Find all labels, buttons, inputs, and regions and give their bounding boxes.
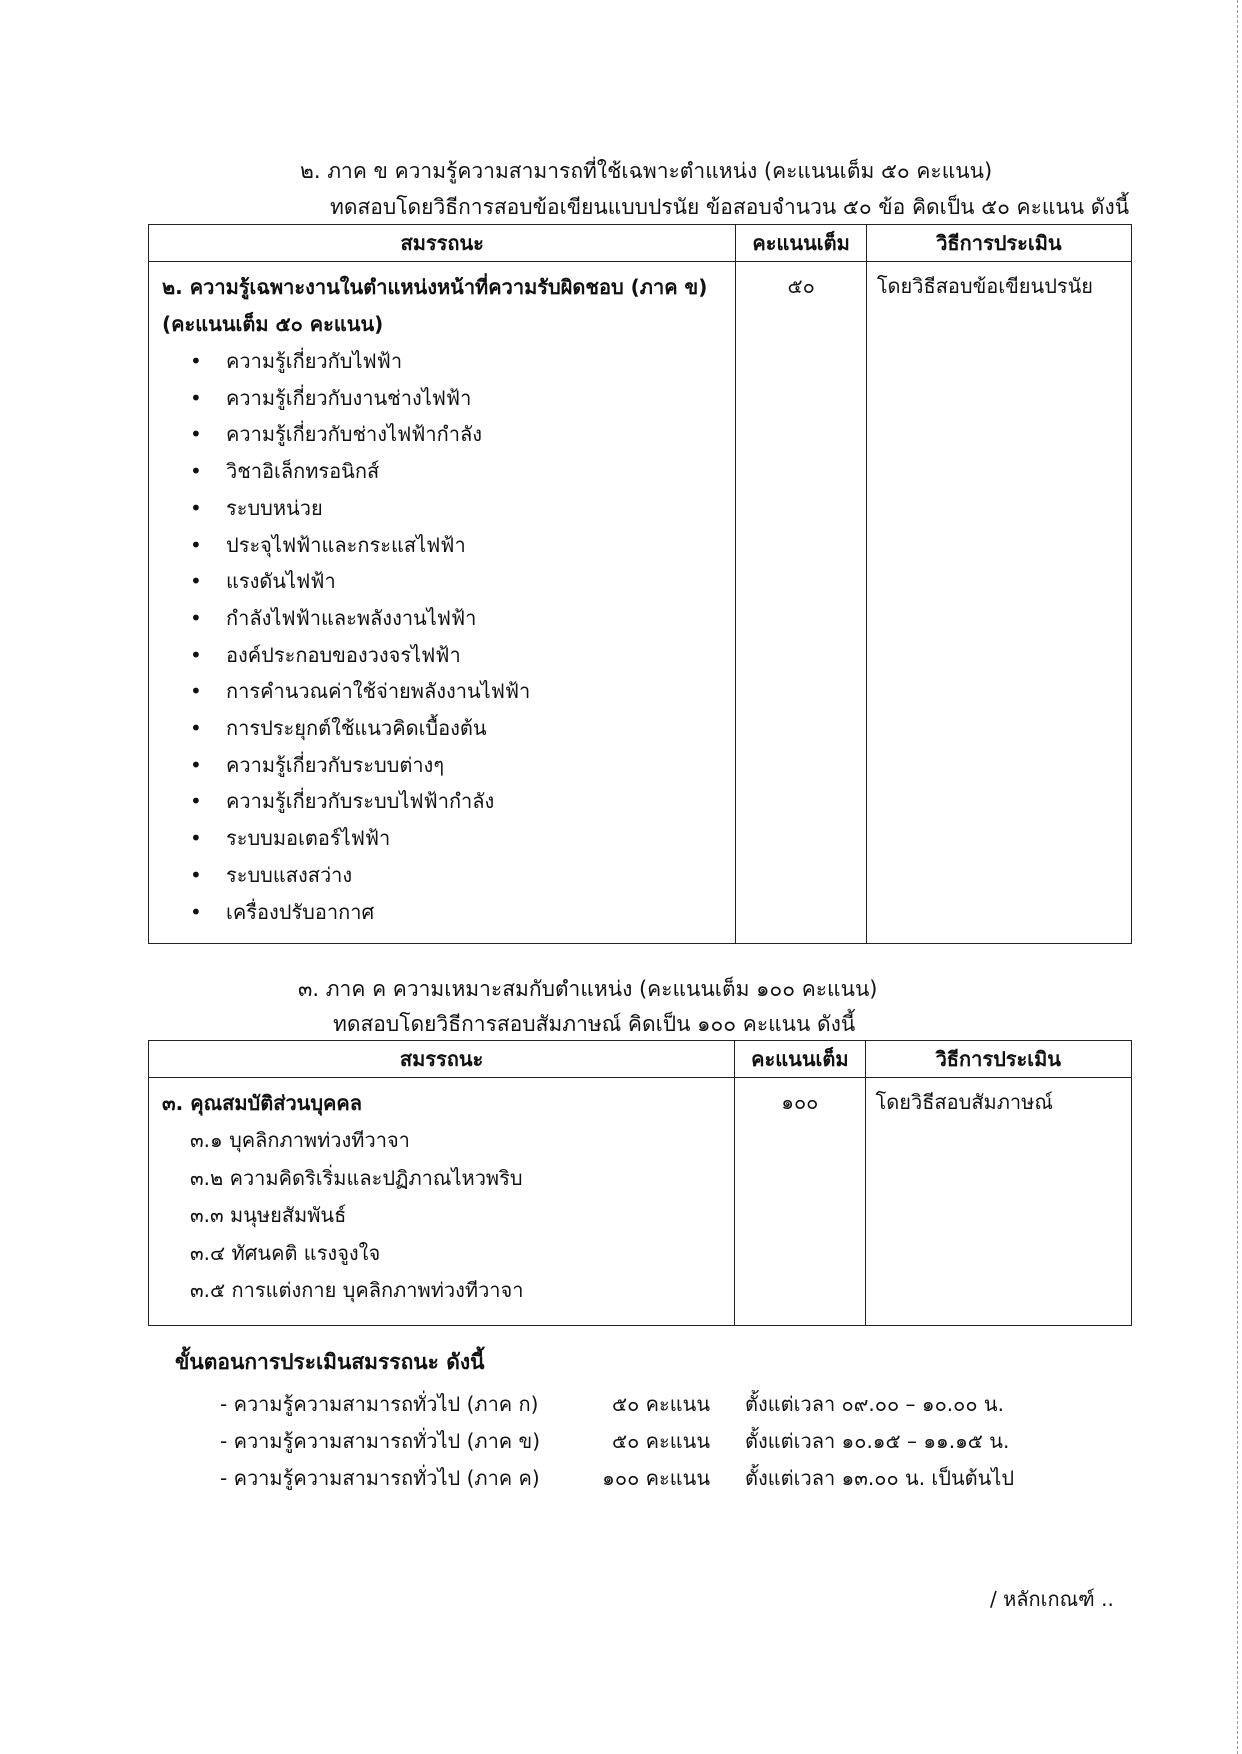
- list-item: • เครื่องปรับอากาศ: [190, 894, 734, 931]
- schedule-label: - ความรู้ความสามารถทั่วไป (ภาค ข): [220, 1429, 541, 1453]
- list-item: • ระบบมอเตอร์ไฟฟ้า: [190, 820, 734, 857]
- list-item: ๓.๕ การแต่งกาย บุคลิกภาพท่วงทีวาจา: [190, 1278, 524, 1302]
- schedule-row: [220, 1462, 710, 1496]
- section2-table: [148, 224, 1132, 944]
- section2-subheading: ทดสอบโดยวิธีการสอบข้อเขียนแบบปรนัย ข้อสอบจำนวน ๕๐ ข้อ คิดเป็น ๕๐ คะแนน ดังนี้: [330, 195, 1130, 219]
- list-item: • องค์ประกอบของวงจรไฟฟ้า: [190, 637, 734, 674]
- competency-cell: [149, 1078, 735, 1326]
- section2-heading: ๒. ภาค ข ความรู้ความสามารถที่ใช้เฉพาะตำแหน่ง (คะแนนเต็ม ๕๐ คะแนน): [300, 159, 993, 183]
- header-full-score: คะแนนเต็ม: [736, 225, 866, 262]
- section3-table: [148, 1040, 1132, 1326]
- schedule-title: ขั้นตอนการประเมินสมรรถนะ ดังนี้: [175, 1350, 485, 1374]
- competency-cell: [149, 262, 736, 944]
- list-item: • ประจุไฟฟ้าและกระแสไฟฟ้า: [190, 527, 734, 564]
- list-item: • ความรู้เกี่ยวกับงานช่างไฟฟ้า: [190, 380, 734, 417]
- list-item: • กำลังไฟฟ้าและพลังงานไฟฟ้า: [190, 600, 734, 637]
- schedule-score: ๕๐ คะแนน: [611, 1392, 710, 1416]
- schedule-label: - ความรู้ความสามารถทั่วไป (ภาค ค): [220, 1466, 540, 1490]
- full-score-cell: ๑๐๐: [735, 1078, 865, 1326]
- schedule-time: ตั้งแต่เวลา ๑๓.๐๐ น. เป็นต้นไป: [745, 1466, 1015, 1490]
- header-method: วิธีการประเมิน: [865, 1041, 1131, 1078]
- schedule-row: [220, 1425, 710, 1459]
- list-item: • ความรู้เกี่ยวกับระบบไฟฟ้ากำลัง: [190, 783, 734, 820]
- schedule-time: ตั้งแต่เวลา ๐๙.๐๐ – ๑๐.๐๐ น.: [745, 1392, 1004, 1416]
- competency-subtitle-text: (คะแนนเต็ม ๕๐ คะแนน): [162, 312, 384, 336]
- table-row: [149, 262, 1132, 944]
- list-item: ๓.๔ ทัศนคติ แรงจูงใจ: [190, 1240, 381, 1265]
- page-continuation-note: / หลักเกณฑ์ ..: [990, 1587, 1114, 1611]
- table-row: [149, 1078, 1132, 1326]
- scan-edge: [1237, 0, 1242, 1754]
- competency-title: ๓. คุณสมบัติส่วนบุคคล: [162, 1091, 363, 1115]
- list-item: • การประยุกต์ใช้แนวคิดเบื้องต้น: [190, 710, 734, 747]
- header-competency: สมรรถนะ: [149, 1041, 735, 1078]
- sub-item-list: [150, 1122, 733, 1320]
- table-header-row: [149, 225, 1132, 262]
- schedule-score: ๕๐ คะแนน: [611, 1429, 710, 1453]
- header-competency: สมรรถนะ: [149, 225, 736, 262]
- list-item: • ความรู้เกี่ยวกับช่างไฟฟ้ากำลัง: [190, 416, 734, 453]
- schedule-score: ๑๐๐ คะแนน: [602, 1466, 710, 1490]
- method-cell: โดยวิธีสอบข้อเขียนปรนัย: [866, 262, 1131, 944]
- schedule-row: [220, 1388, 710, 1422]
- list-item: ๓.๑ บุคลิกภาพท่วงทีวาจา: [190, 1128, 410, 1152]
- list-item: ๓.๓ มนุษยสัมพันธ์: [190, 1203, 347, 1227]
- list-item: • การคำนวณค่าใช้จ่ายพลังงานไฟฟ้า: [190, 673, 734, 710]
- table-header-row: [149, 1041, 1132, 1078]
- list-item: • ระบบแสงสว่าง: [190, 857, 734, 894]
- method-cell: โดยวิธีสอบสัมภาษณ์: [865, 1078, 1131, 1326]
- header-method: วิธีการประเมิน: [866, 225, 1131, 262]
- full-score-cell: ๕๐: [736, 262, 866, 944]
- list-item: • ระบบหน่วย: [190, 490, 734, 527]
- competency-title: [150, 263, 734, 343]
- section3-subheading: ทดสอบโดยวิธีการสอบสัมภาษณ์ คิดเป็น ๑๐๐ คะแนน ดังนี้: [333, 1012, 856, 1036]
- schedule-time: ตั้งแต่เวลา ๑๐.๑๕ – ๑๑.๑๕ น.: [745, 1429, 1010, 1453]
- competency-title-text: ๒. ความรู้เฉพาะงานในตำแหน่งหน้าที่ความรับผิดชอบ (ภาค ข): [162, 275, 708, 299]
- topic-list: [150, 343, 734, 942]
- list-item: • ความรู้เกี่ยวกับระบบต่างๆ: [190, 747, 734, 784]
- list-item: • แรงดันไฟฟ้า: [190, 563, 734, 600]
- list-item: ๓.๒ ความคิดริเริ่มและปฏิภาณไหวพริบ: [190, 1165, 523, 1190]
- section3-heading: ๓. ภาค ค ความเหมาะสมกับตำแหน่ง (คะแนนเต็ม ๑๐๐ คะแนน): [298, 977, 878, 1001]
- schedule-label: - ความรู้ความสามารถทั่วไป (ภาค ก): [220, 1392, 539, 1416]
- list-item: • วิชาอิเล็กทรอนิกส์: [190, 453, 734, 490]
- list-item: • ความรู้เกี่ยวกับไฟฟ้า: [190, 343, 734, 380]
- header-full-score: คะแนนเต็ม: [735, 1041, 865, 1078]
